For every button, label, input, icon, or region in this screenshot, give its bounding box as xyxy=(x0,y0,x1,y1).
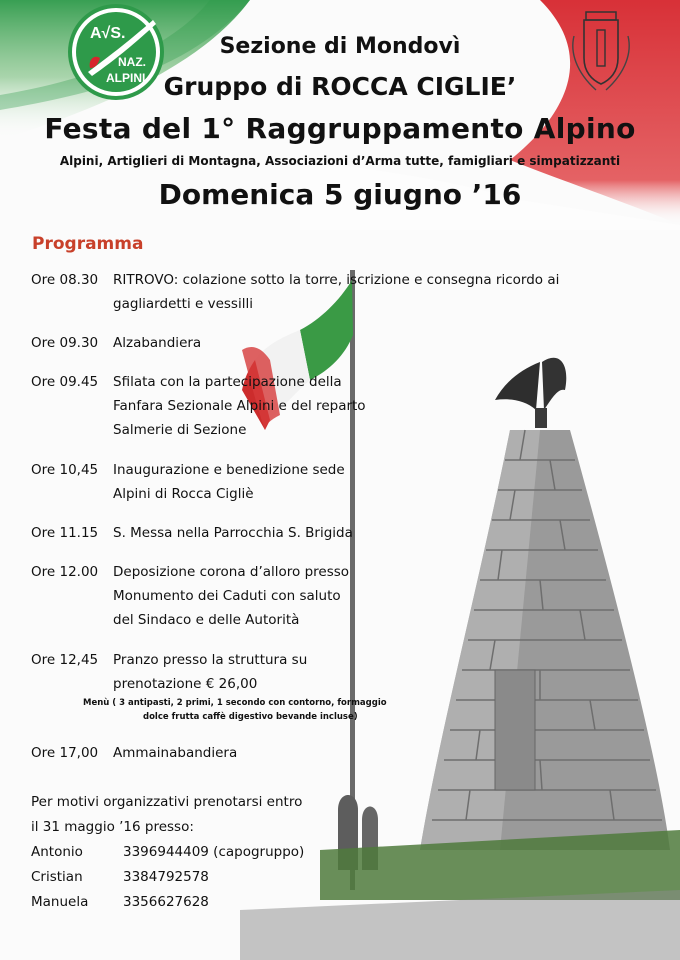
item-line: Sfilata con la partecipazione della xyxy=(113,374,342,390)
contact-name: Antonio xyxy=(31,844,83,860)
booking-note xyxy=(31,790,302,840)
item-line: Salmerie di Sezione xyxy=(113,422,247,438)
item-description xyxy=(113,521,613,545)
item-description xyxy=(113,560,613,632)
item-description xyxy=(113,741,613,765)
contact-row xyxy=(31,890,304,915)
item-line: Inaugurazione e benedizione sede xyxy=(113,462,345,478)
item-line: Alzabandiera xyxy=(113,335,202,351)
menu-note: dolce frutta caffè digestivo bevande incluse) xyxy=(143,712,358,722)
event-date: Domenica 5 giugno ’16 xyxy=(158,178,522,211)
booking-line: il 31 maggio ’16 presso: xyxy=(31,819,194,835)
item-time: Ore 11.15 xyxy=(31,525,99,541)
section-title: Sezione di Mondovì xyxy=(219,34,461,59)
item-line: Ammainabandiera xyxy=(113,745,238,761)
svg-text:A√S.: A√S. xyxy=(90,25,126,42)
item-line: Pranzo presso la struttura su xyxy=(113,652,308,668)
item-line: Alpini di Rocca Cigliè xyxy=(113,486,254,502)
item-line: prenotazione € 26,00 xyxy=(113,676,258,692)
contact-row xyxy=(31,840,304,865)
item-time: Ore 12.00 xyxy=(31,564,99,580)
contact-name: Manuela xyxy=(31,894,89,910)
contact-row xyxy=(31,865,304,890)
item-time: Ore 08.30 xyxy=(31,272,99,288)
svg-text:NAZ.: NAZ. xyxy=(118,55,146,69)
item-time: Ore 12,45 xyxy=(31,652,99,668)
contact-phone: 3396944409 (capogruppo) xyxy=(123,844,305,860)
item-line: Monumento dei Caduti con saluto xyxy=(113,588,341,604)
contact-phone: 3384792578 xyxy=(123,869,209,885)
group-title: Gruppo di ROCCA CIGLIE’ xyxy=(163,72,517,101)
item-line: gagliardetti e vessilli xyxy=(113,296,253,312)
item-line: Fanfara Sezionale Alpini e del reparto xyxy=(113,398,366,414)
item-time: Ore 09.30 xyxy=(31,335,99,351)
contact-list xyxy=(31,840,304,915)
item-line: S. Messa nella Parrocchia S. Brigida xyxy=(113,525,353,541)
item-description xyxy=(113,331,613,355)
menu-note: Menù ( 3 antipasti, 2 primi, 1 secondo con contorno, formaggio xyxy=(83,698,387,708)
contact-phone: 3356627628 xyxy=(123,894,209,910)
item-description xyxy=(113,268,613,316)
event-subtitle: Alpini, Artiglieri di Montagna, Associazioni d’Arma tutte, famigliari e simpatizzanti xyxy=(59,154,621,168)
item-time: Ore 09.45 xyxy=(31,374,99,390)
item-time: Ore 10,45 xyxy=(31,462,99,478)
item-line: del Sindaco e delle Autorità xyxy=(113,612,300,628)
item-description xyxy=(83,648,613,724)
booking-line: Per motivi organizzativi prenotarsi entro xyxy=(31,794,303,810)
item-description xyxy=(113,370,613,442)
programme-title: Programma xyxy=(32,234,144,254)
svg-text:ALPINI: ALPINI xyxy=(106,71,146,85)
item-time: Ore 17,00 xyxy=(31,745,99,761)
contact-name: Cristian xyxy=(31,869,83,885)
item-description xyxy=(113,458,613,506)
event-title: Festa del 1° Raggruppamento Alpino xyxy=(44,112,636,145)
item-line: Deposizione corona d’alloro presso xyxy=(113,564,350,580)
item-line: RITROVO: colazione sotto la torre, iscrizione e consegna ricordo ai xyxy=(113,272,560,288)
